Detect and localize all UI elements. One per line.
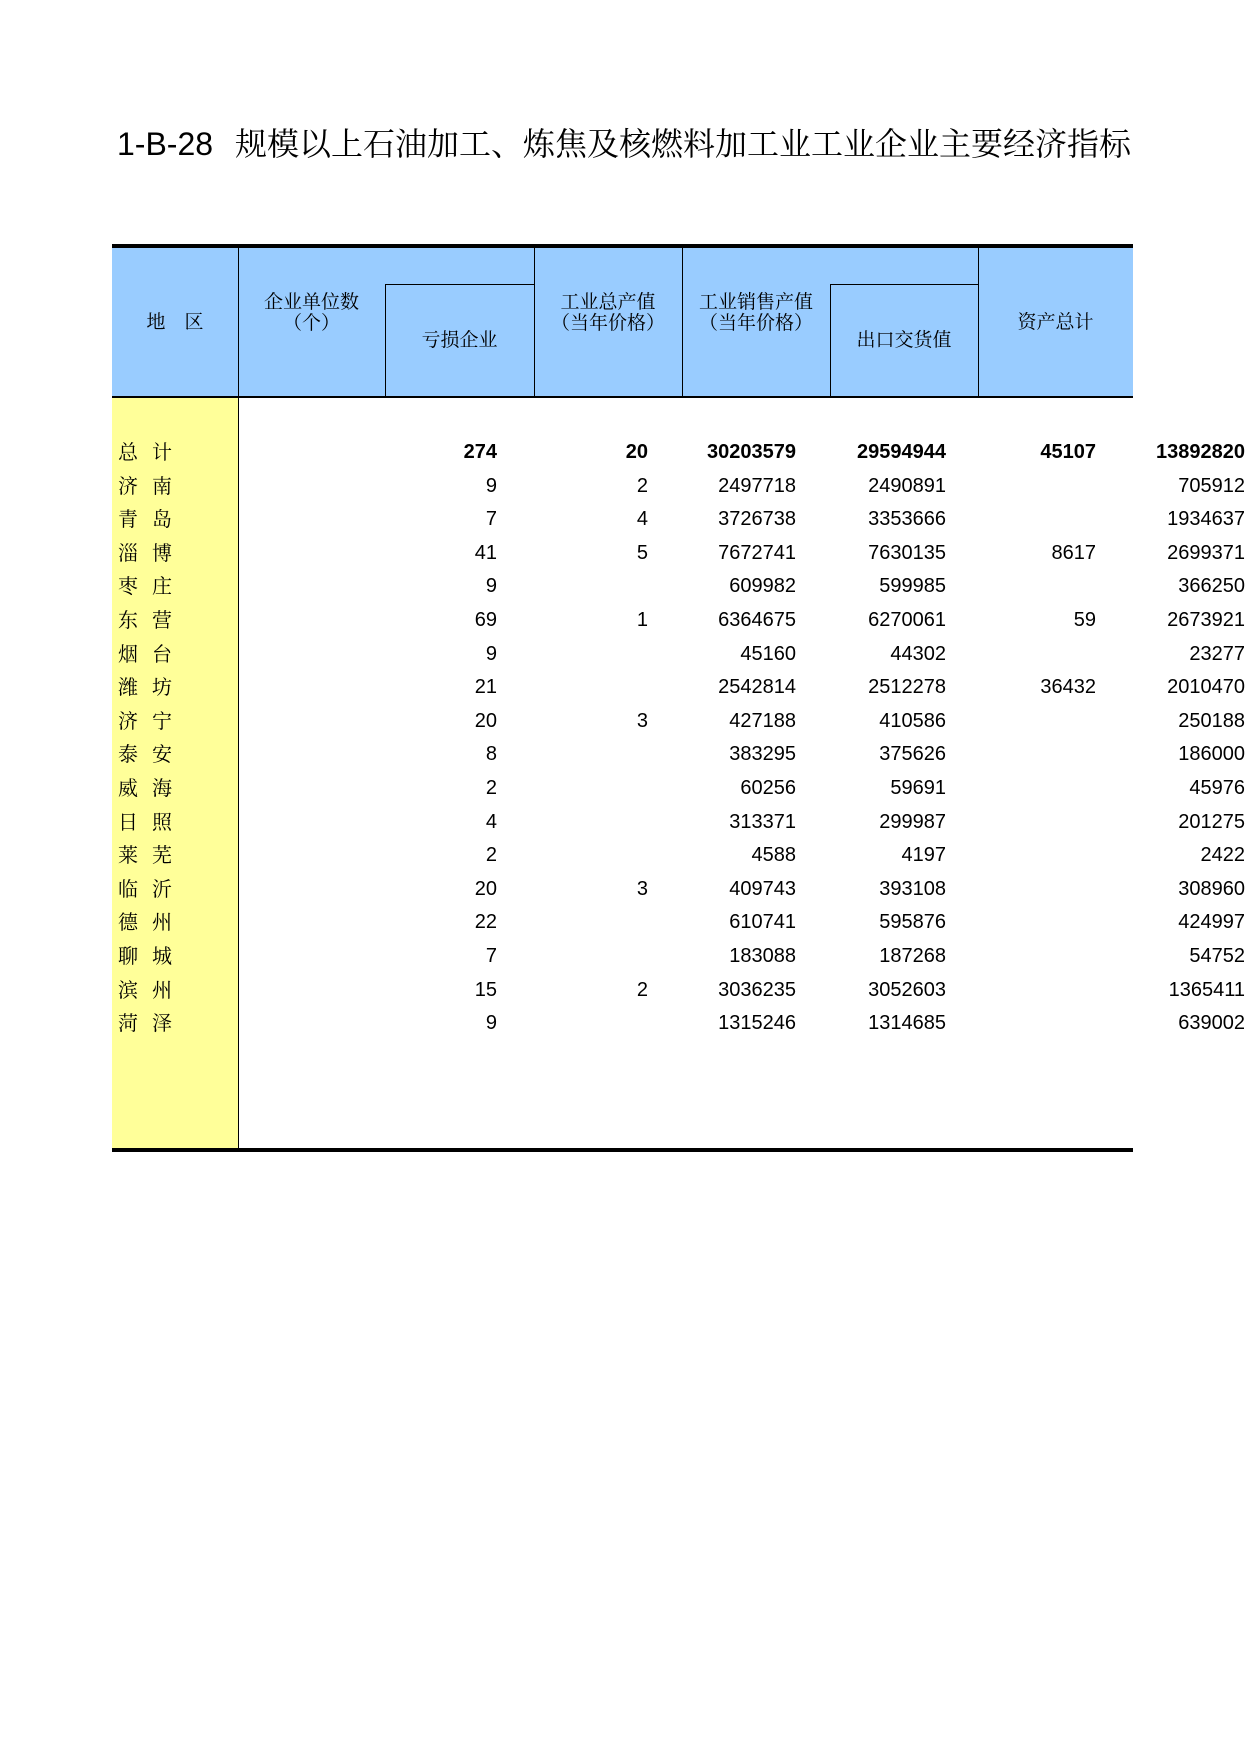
sales-output-cell: 59691 (890, 777, 946, 799)
sales-output-cell: 599985 (879, 575, 946, 598)
gross-output-cell: 45160 (740, 642, 796, 665)
gross-output-cell: 427188 (729, 709, 796, 732)
total-assets-cell: 2010470 (1167, 676, 1245, 699)
region-name-cell: 潍坊 (118, 675, 186, 700)
gross-output-cell: 30203579 (707, 441, 796, 463)
export-value-cell: 8617 (1051, 541, 1096, 564)
enterprise-count-cell: 9 (485, 575, 497, 598)
gross-output-cell: 409743 (729, 877, 796, 900)
table-row (112, 938, 1245, 975)
sales-output-cell: 4197 (901, 844, 946, 867)
table-row (112, 837, 1245, 874)
total-assets-cell: 639002 (1178, 1012, 1245, 1035)
gross-output-cell: 183088 (729, 945, 796, 967)
table-row (112, 1005, 1245, 1042)
region-name-cell: 滨州 (118, 977, 186, 1002)
region-name-cell: 威海 (118, 776, 186, 800)
table-row (112, 770, 1245, 807)
sales-output-cell: 410586 (879, 709, 946, 732)
sales-output-cell: 3353666 (868, 508, 946, 531)
loss-enterprises-cell: 1 (636, 609, 648, 631)
table-row (112, 703, 1245, 740)
table-row (112, 468, 1245, 505)
header-total-assets: 资产总计 (1017, 310, 1094, 333)
enterprise-count-cell: 9 (485, 642, 497, 665)
table-row (112, 669, 1245, 706)
gross-output-cell: 610741 (729, 911, 796, 934)
enterprise-count-cell: 21 (474, 676, 497, 699)
header-gross-output: 工业总产值 （当年价格） (550, 291, 665, 334)
gross-output-cell: 3036235 (718, 978, 796, 1001)
enterprise-count-cell: 4 (485, 810, 497, 833)
total-assets-cell: 201275 (1178, 810, 1245, 833)
total-assets-cell: 308960 (1178, 877, 1245, 900)
sales-output-cell: 3052603 (868, 978, 946, 1001)
gross-output-cell: 383295 (729, 743, 796, 766)
table-header (112, 244, 1133, 398)
sales-output-cell: 2490891 (868, 474, 946, 497)
enterprise-count-cell: 9 (485, 474, 497, 497)
loss-enterprises-cell: 4 (636, 508, 648, 531)
enterprise-count-cell: 9 (485, 1012, 497, 1035)
region-name-cell: 临沂 (118, 876, 186, 901)
total-assets-cell: 366250 (1178, 575, 1245, 598)
gross-output-cell: 313371 (729, 810, 796, 833)
statistics-table (112, 244, 1245, 1152)
enterprise-count-cell: 2 (485, 844, 497, 867)
enterprise-count-cell: 274 (463, 441, 497, 463)
table-row (112, 904, 1245, 941)
loss-enterprises-cell: 2 (636, 474, 648, 497)
enterprise-count-cell: 20 (474, 877, 497, 900)
region-name-cell: 烟台 (118, 641, 186, 666)
region-name-cell: 莱芜 (118, 843, 186, 868)
table-code: 1-B-28 (117, 126, 214, 162)
sales-output-cell: 299987 (879, 810, 946, 833)
total-assets-cell: 2699371 (1167, 541, 1245, 564)
enterprise-count-cell: 41 (474, 541, 497, 564)
total-assets-cell: 54752 (1189, 945, 1245, 967)
enterprise-count-cell: 22 (474, 911, 497, 934)
table-row (112, 804, 1245, 841)
region-name-cell: 青岛 (118, 507, 186, 532)
enterprise-count-cell: 7 (485, 508, 497, 531)
loss-enterprises-cell: 3 (636, 877, 648, 900)
gross-output-cell: 60256 (740, 777, 796, 799)
total-assets-cell: 186000 (1178, 743, 1245, 766)
table-row (112, 535, 1245, 572)
table-row (112, 501, 1245, 538)
table-row (112, 602, 1245, 639)
region-name-cell: 德州 (118, 910, 186, 935)
table-row (112, 972, 1245, 1009)
table-row (112, 871, 1245, 908)
header-region: 地 区 (146, 310, 204, 333)
region-name-cell: 菏泽 (118, 1011, 186, 1036)
region-name-cell: 聊城 (118, 944, 186, 968)
header-export-value: 出口交货值 (856, 328, 952, 351)
gross-output-cell: 6364675 (718, 609, 796, 631)
gross-output-cell: 4588 (751, 844, 796, 867)
sales-output-cell: 1314685 (868, 1012, 946, 1035)
sales-output-cell: 187268 (879, 945, 946, 967)
enterprise-count-cell: 20 (474, 709, 497, 732)
export-value-cell: 59 (1073, 609, 1096, 631)
sales-output-cell: 595876 (879, 911, 946, 934)
table-row (112, 568, 1245, 605)
gross-output-cell: 609982 (729, 575, 796, 598)
header-loss-enterprises: 亏损企业 (421, 328, 498, 351)
loss-enterprises-cell: 5 (636, 541, 648, 564)
region-name-cell: 枣庄 (118, 574, 186, 599)
region-name-cell: 淄博 (118, 540, 186, 565)
gross-output-cell: 2542814 (718, 676, 796, 699)
total-row (112, 434, 1245, 471)
sales-output-cell: 29594944 (857, 441, 946, 463)
enterprise-count-cell: 69 (474, 609, 497, 631)
gross-output-cell: 1315246 (718, 1012, 796, 1035)
page-title (117, 122, 1133, 166)
region-name-cell: 泰安 (118, 742, 186, 767)
total-assets-cell: 45976 (1189, 777, 1245, 799)
export-value-cell: 36432 (1040, 676, 1096, 699)
total-assets-cell: 23277 (1189, 642, 1245, 665)
total-assets-cell: 705912 (1178, 474, 1245, 497)
table-title-text: 规模以上石油加工、炼焦及核燃料加工业工业企业主要经济指标 (235, 125, 1132, 163)
gross-output-cell: 2497718 (718, 474, 796, 497)
total-assets-cell: 13892820 (1156, 441, 1245, 463)
total-assets-cell: 1365411 (1168, 978, 1245, 1001)
loss-enterprises-cell: 3 (636, 709, 648, 732)
sales-output-cell: 393108 (879, 877, 946, 900)
region-name-cell: 济宁 (118, 708, 186, 733)
header-sales-output: 工业销售产值 （当年价格） (698, 291, 813, 334)
header-enterprise-count: 企业单位数 （个） (263, 291, 359, 334)
table-row (112, 736, 1245, 773)
table-row (112, 636, 1245, 673)
sales-output-cell: 375626 (879, 743, 946, 766)
enterprise-count-cell: 15 (474, 978, 497, 1001)
enterprise-count-cell: 7 (485, 945, 497, 967)
total-assets-cell: 1934637 (1167, 508, 1245, 531)
region-name-cell: 济南 (118, 473, 186, 498)
enterprise-count-cell: 8 (485, 743, 497, 766)
sales-output-cell: 44302 (890, 642, 946, 665)
sales-output-cell: 6270061 (868, 609, 946, 631)
region-name-cell: 日照 (118, 809, 186, 834)
sales-output-cell: 7630135 (868, 541, 946, 564)
sales-output-cell: 2512278 (868, 676, 946, 699)
enterprise-count-cell: 2 (485, 777, 497, 799)
region-name-cell: 总计 (118, 440, 186, 464)
region-name-cell: 东营 (118, 608, 186, 632)
total-assets-cell: 2422 (1200, 844, 1245, 867)
loss-enterprises-cell: 20 (625, 441, 648, 463)
table-bottom-border (112, 1148, 1133, 1152)
total-assets-cell: 424997 (1178, 911, 1245, 934)
gross-output-cell: 3726738 (718, 508, 796, 531)
gross-output-cell: 7672741 (718, 541, 796, 564)
total-assets-cell: 250188 (1178, 709, 1245, 732)
loss-enterprises-cell: 2 (636, 978, 648, 1001)
total-assets-cell: 2673921 (1167, 609, 1245, 631)
export-value-cell: 45107 (1040, 441, 1096, 463)
